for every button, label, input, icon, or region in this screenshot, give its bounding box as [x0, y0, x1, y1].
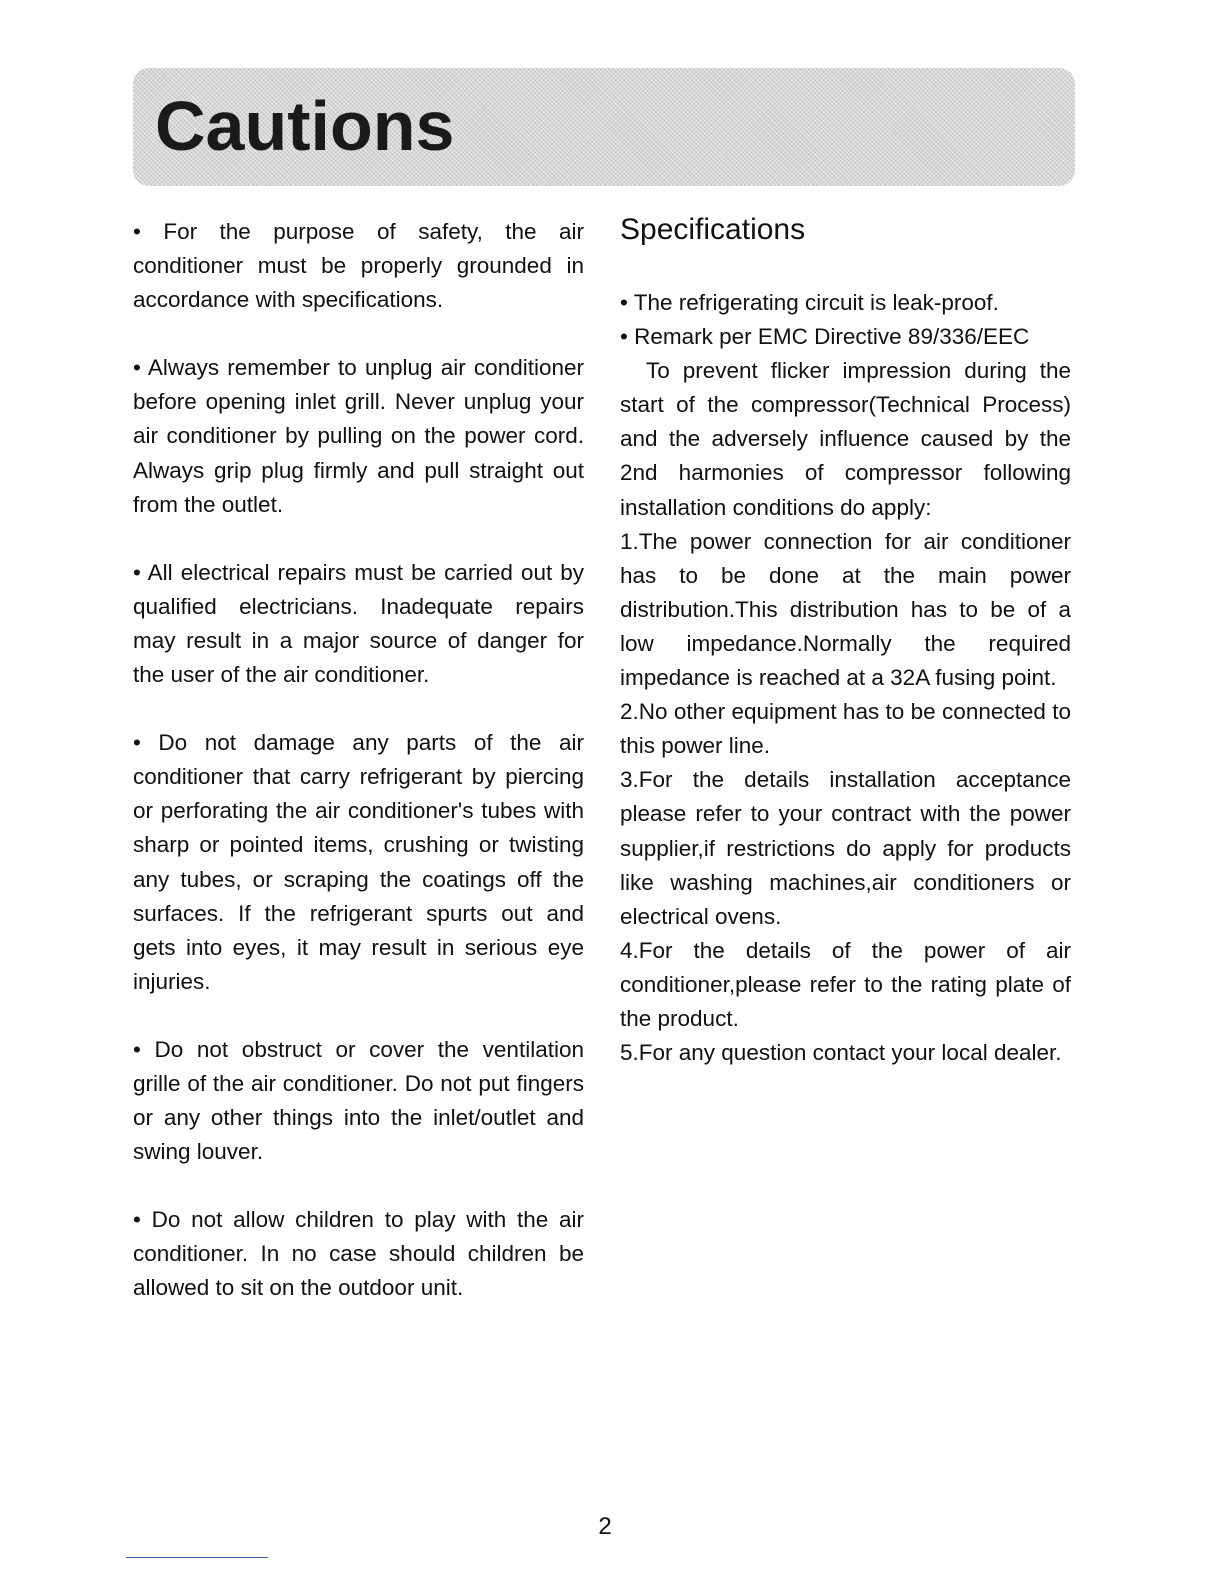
- caution-grounding: • For the purpose of safety, the air conditioner must be properly grounded in accordance with specifications.: [133, 219, 584, 313]
- caution-electrical-repairs: • All electrical repairs must be carried out by qualified electricians. Inadequate repairs may result in a major source of danger for the user of the air conditioner.: [133, 559, 584, 688]
- specifications-column: [620, 210, 1071, 1070]
- page-title: Cautions: [155, 87, 455, 165]
- spec-item-1: 1.The power connection for air conditioner has to be done at the main power distribution.This distribution has to be of a low impedance.Normally the required impedance is reached at a 32A fusing point.: [620, 528, 1071, 691]
- spec-item-4: 4.For the details of the power of air conditioner,please refer to the rating plate of the product.: [620, 937, 1071, 1031]
- caution-refrigerant-parts: • Do not damage any parts of the air conditioner that carry refrigerant by piercing or perforating the air conditioner's tubes with sharp or pointed items, crushing or twisting any tubes, or scraping the coatings off the surfaces. If the refrigerant spurts out and gets into eyes, it may result in serious eye injuries.: [133, 730, 584, 994]
- spec-item-5: 5.For any question contact your local dealer.: [620, 1040, 1062, 1066]
- cautions-column: [133, 215, 584, 1306]
- cautions-banner: [133, 68, 1075, 186]
- spec-intro: To prevent flicker impression during the start of the compressor(Technical Process) and the adversely influence caused by the 2nd harmonies of compressor following installation conditions do apply:: [620, 358, 1071, 520]
- spec-item-2: 2.No other equipment has to be connected to this power line.: [620, 699, 1071, 759]
- spec-item-3: 3.For the details installation acceptance please refer to your contract with the power supplier,if restrictions do apply for products like washing machines,air conditioners or electrical ovens.: [620, 767, 1071, 929]
- footer-divider: [126, 1557, 268, 1558]
- page-number: 2: [598, 1513, 612, 1540]
- caution-ventilation: • Do not obstruct or cover the ventilation grille of the air conditioner. Do not put fingers or any other things into the inlet/outlet and swing louver.: [133, 1036, 584, 1165]
- spec-bullet-emc: • Remark per EMC Directive 89/336/EEC: [620, 324, 1030, 350]
- caution-children: • Do not allow children to play with the air conditioner. In no case should children be allowed to sit on the outdoor unit.: [133, 1207, 584, 1301]
- spec-bullet-leak-proof: • The refrigerating circuit is leak-proof.: [620, 290, 999, 315]
- caution-unplug: • Always remember to unplug air conditioner before opening inlet grill. Never unplug your air conditioner by pulling on the power cord. Always grip plug firmly and pull straight out from the outlet.: [133, 355, 584, 517]
- specifications-heading: Specifications: [620, 213, 806, 246]
